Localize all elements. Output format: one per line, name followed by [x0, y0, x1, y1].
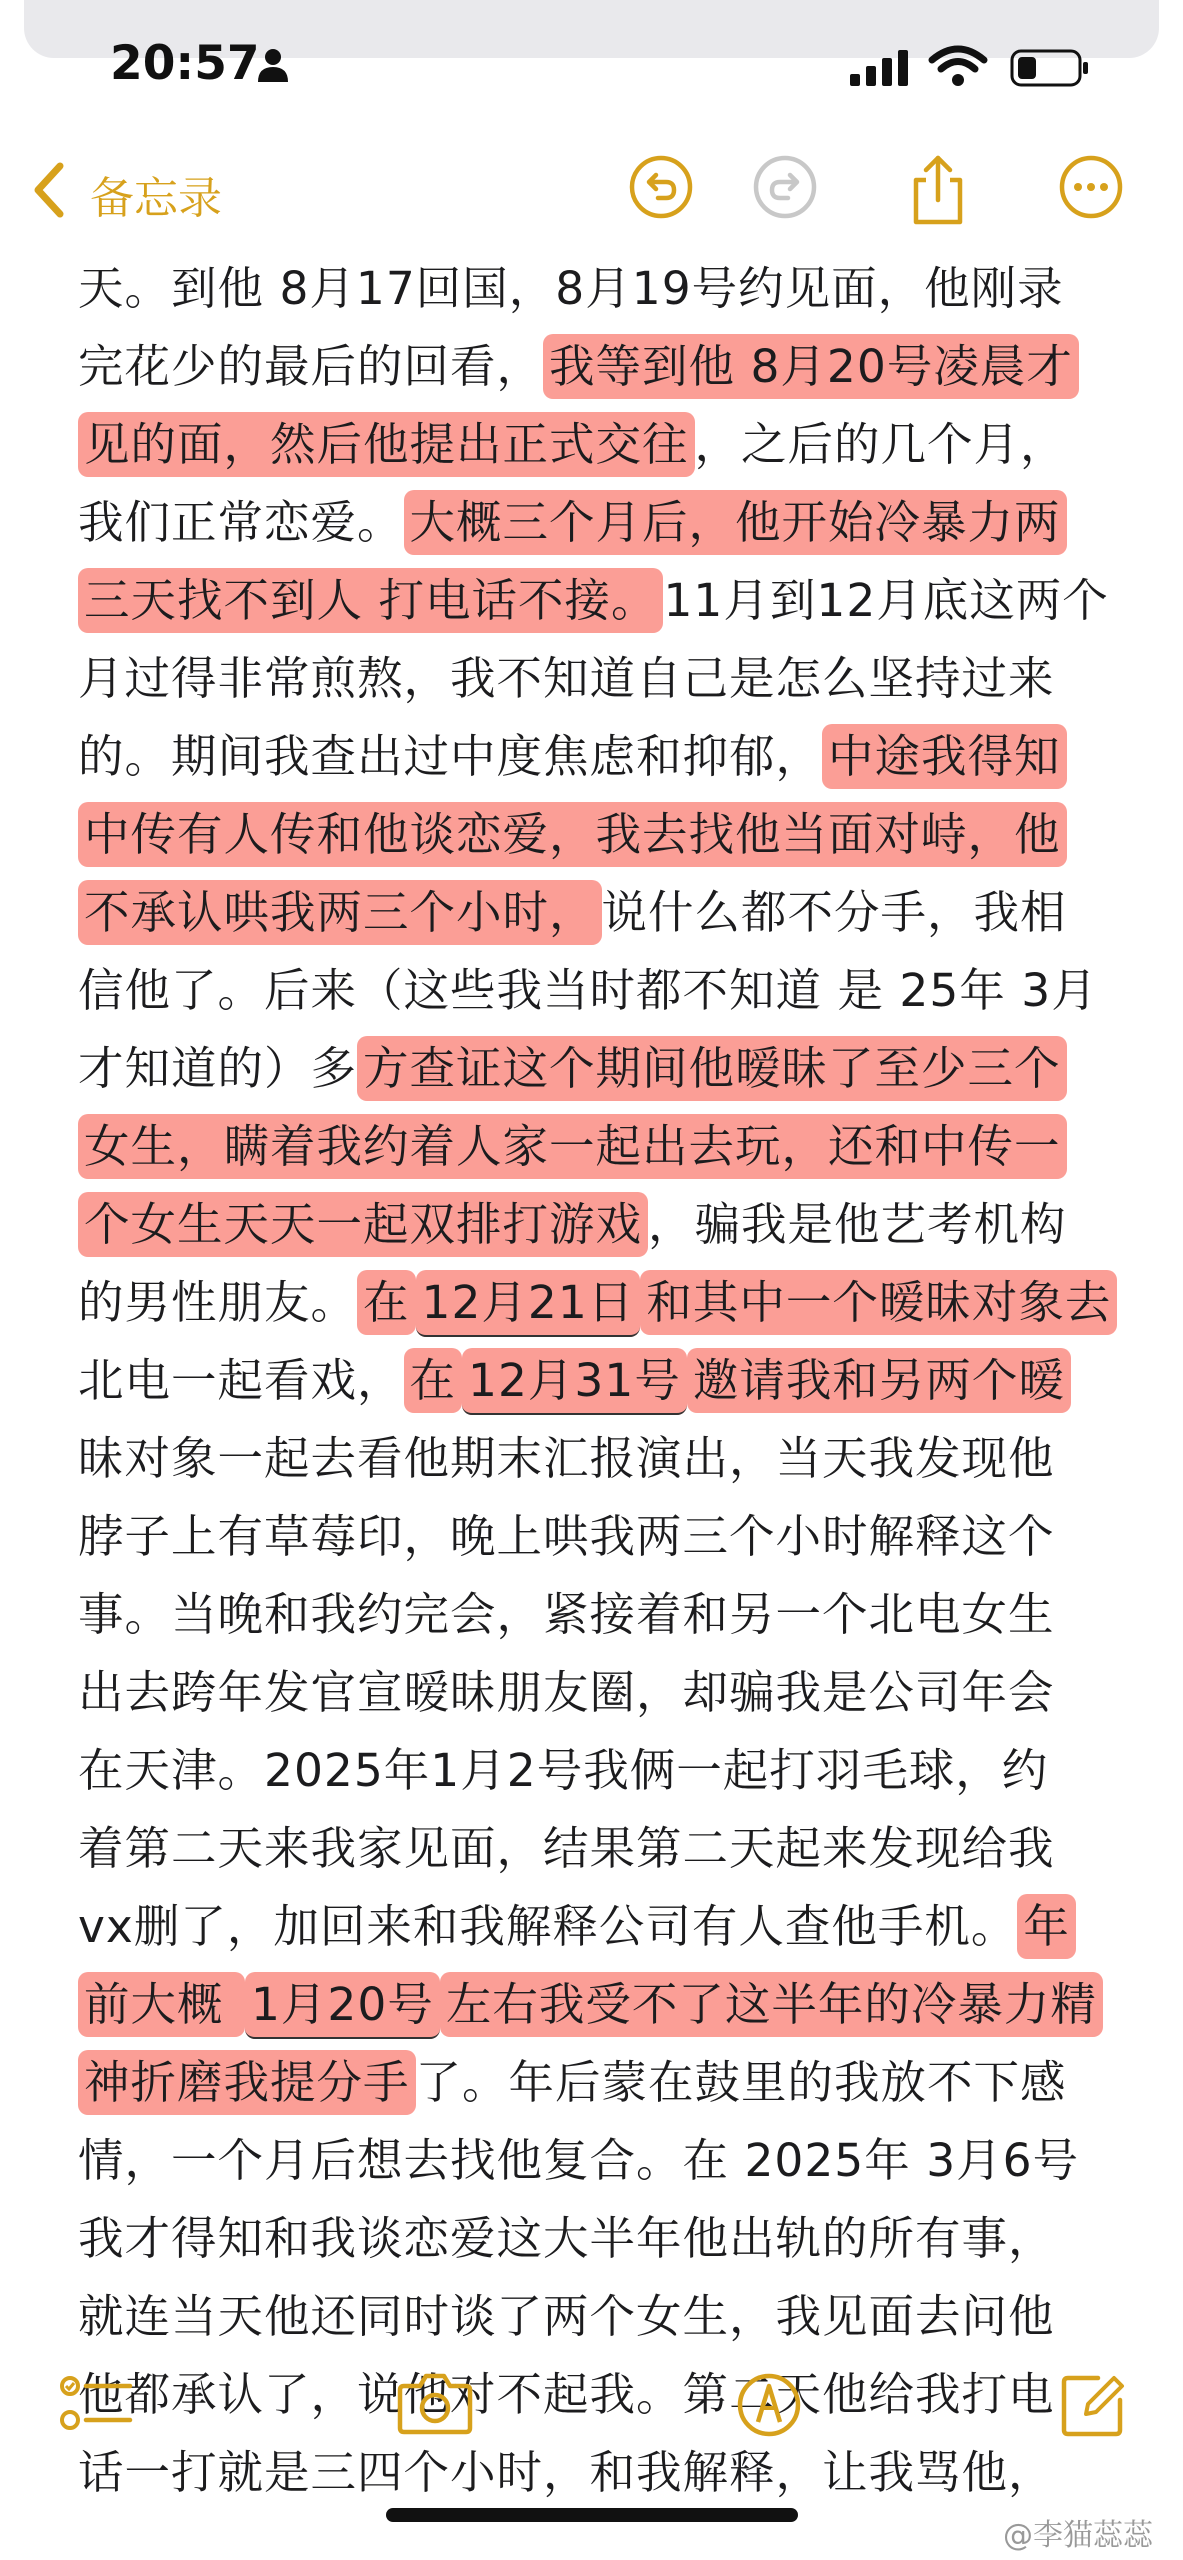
- highlighted-text: 12月21日: [416, 1270, 641, 1337]
- cellular-signal-icon: [850, 50, 910, 86]
- note-line: [78, 562, 1128, 640]
- highlighted-text: 和其中一个暧昧对象去: [640, 1270, 1117, 1335]
- redo-icon[interactable]: [752, 154, 818, 220]
- checklist-icon[interactable]: [60, 2372, 132, 2436]
- note-text: 就连当天他还同时谈了两个女生，我见面去问他: [78, 2290, 1055, 2343]
- watermark: @李猫蕊蕊: [1003, 2518, 1153, 2553]
- note-text: 天。到他 8月17回国，8月19号约见面，他刚录: [78, 262, 1064, 315]
- highlighted-text: 女生，瞒着我约着人家一起出去玩，还和中传一: [78, 1114, 1067, 1179]
- undo-icon[interactable]: [628, 154, 694, 220]
- note-text: 完花少的最后的回看，: [78, 340, 544, 393]
- note-line: [78, 1264, 1128, 1342]
- note-body[interactable]: [78, 250, 1128, 2499]
- note-line: [78, 874, 1128, 952]
- nav-bar: [0, 140, 1183, 250]
- highlighted-text: 大概三个月后，他开始冷暴力两: [404, 490, 1067, 555]
- highlighted-text: 三天找不到人 打电话不接。: [78, 568, 663, 633]
- note-text: 情，一个月后想去找他复合。在 2025年 3月6号: [78, 2134, 1080, 2187]
- note-line: [78, 1108, 1128, 1186]
- note-line: [78, 1732, 1128, 1810]
- highlighted-text: 12月31号: [462, 1348, 687, 1415]
- note-text: 才知道的）多: [78, 1042, 358, 1095]
- highlighted-text: 中传有人传和他谈恋爱，我去找他当面对峙，他: [78, 802, 1067, 867]
- note-text: 出去跨年发官宣暧昧朋友圈，却骗我是公司年会: [78, 1666, 1055, 1719]
- note-text: 他都承认了，说他对不起我。第二天他给我打电: [78, 2368, 1055, 2421]
- note-text: 了。年后蒙在鼓里的我放不下感: [415, 2056, 1067, 2109]
- note-line: [78, 484, 1128, 562]
- highlighted-text: 中途我得知: [822, 724, 1067, 789]
- note-line: [78, 718, 1128, 796]
- highlighted-text: 左右我受不了这半年的冷暴力精: [440, 1972, 1103, 2037]
- chevron-left-icon[interactable]: [30, 160, 70, 220]
- more-icon[interactable]: [1058, 154, 1124, 220]
- highlighted-text: 神折磨我提分手: [78, 2050, 416, 2115]
- note-line: [78, 1966, 1128, 2044]
- note-line: [78, 952, 1128, 1030]
- wifi-icon: [930, 46, 986, 88]
- bottom-toolbar: [0, 2350, 1183, 2470]
- highlighted-text: 年: [1017, 1894, 1076, 1959]
- note-line: [78, 796, 1128, 874]
- highlighted-text: 在: [357, 1270, 416, 1335]
- note-text: 我才得知和我谈恋爱这大半年他出轨的所有事，: [78, 2212, 1055, 2265]
- person-icon: [258, 48, 288, 82]
- note-text: vx删了，加回来和我解释公司有人查他手机。: [78, 1900, 1018, 1953]
- note-text: 脖子上有草莓印，晚上哄我两三个小时解释这个: [78, 1510, 1055, 1563]
- note-line: [78, 1342, 1128, 1420]
- note-line: [78, 2278, 1128, 2356]
- markup-pen-icon[interactable]: [736, 2372, 802, 2438]
- note-line: [78, 1186, 1128, 1264]
- battery-icon: [1010, 49, 1090, 87]
- highlighted-text: 方查证这个期间他暧昧了至少三个: [357, 1036, 1067, 1101]
- note-line: [78, 1888, 1128, 1966]
- note-line: [78, 640, 1128, 718]
- camera-icon[interactable]: [398, 2372, 472, 2434]
- note-text: 我们正常恋爱。: [78, 496, 404, 549]
- note-text: 的男性朋友。: [78, 1276, 358, 1329]
- note-text: 事。当晚和我约完会，紧接着和另一个北电女生: [78, 1588, 1055, 1641]
- note-line: [78, 406, 1128, 484]
- highlighted-text: 见的面，然后他提出正式交往: [78, 412, 695, 477]
- highlighted-text: 个女生天天一起双排打游戏: [78, 1192, 648, 1257]
- note-line: [78, 1498, 1128, 1576]
- note-text: 说什么都不分手，我相: [601, 886, 1067, 939]
- note-line: [78, 1420, 1128, 1498]
- highlighted-text: 邀请我和另两个暧: [687, 1348, 1071, 1413]
- note-text: 话一打就是三四个小时，和我解释，让我骂他，: [78, 2446, 1055, 2499]
- highlighted-text: 1月20号: [245, 1972, 440, 2039]
- note-text: 昧对象一起去看他期末汇报演出，当天我发现他: [78, 1432, 1055, 1485]
- status-bar: [0, 0, 1183, 140]
- highlighted-text: 不承认哄我两三个小时，: [78, 880, 602, 945]
- compose-icon[interactable]: [1060, 2372, 1126, 2438]
- status-time: 20:57: [110, 36, 260, 91]
- note-text: 着第二天来我家见面，结果第二天起来发现给我: [78, 1822, 1055, 1875]
- note-text: 月过得非常煎熬，我不知道自己是怎么坚持过来: [78, 652, 1055, 705]
- back-button[interactable]: 备忘录: [90, 173, 222, 224]
- note-text: ，之后的几个月，: [694, 418, 1067, 471]
- note-line: [78, 1654, 1128, 1732]
- note-line: [78, 2200, 1128, 2278]
- highlighted-text: 在: [404, 1348, 463, 1413]
- home-indicator[interactable]: [386, 2508, 798, 2522]
- share-icon[interactable]: [908, 154, 968, 226]
- note-text: 的。期间我查出过中度焦虑和抑郁，: [78, 730, 823, 783]
- note-text: 11月到12月底这两个: [663, 574, 1109, 627]
- note-line: [78, 2122, 1128, 2200]
- note-line: [78, 250, 1128, 328]
- note-line: [78, 328, 1128, 406]
- note-line: [78, 1030, 1128, 1108]
- note-line: [78, 1576, 1128, 1654]
- note-text: 北电一起看戏，: [78, 1354, 404, 1407]
- note-line: [78, 2044, 1128, 2122]
- highlighted-text: 前大概: [78, 1972, 245, 2037]
- highlighted-text: 我等到他 8月20号凌晨才: [543, 334, 1079, 399]
- note-line: [78, 1810, 1128, 1888]
- note-text: 信他了。后来（这些我当时都不知道 是 25年 3月: [78, 964, 1098, 1017]
- note-text: 在天津。2025年1月2号我俩一起打羽毛球，约: [78, 1744, 1049, 1797]
- note-text: ，骗我是他艺考机构: [648, 1198, 1067, 1251]
